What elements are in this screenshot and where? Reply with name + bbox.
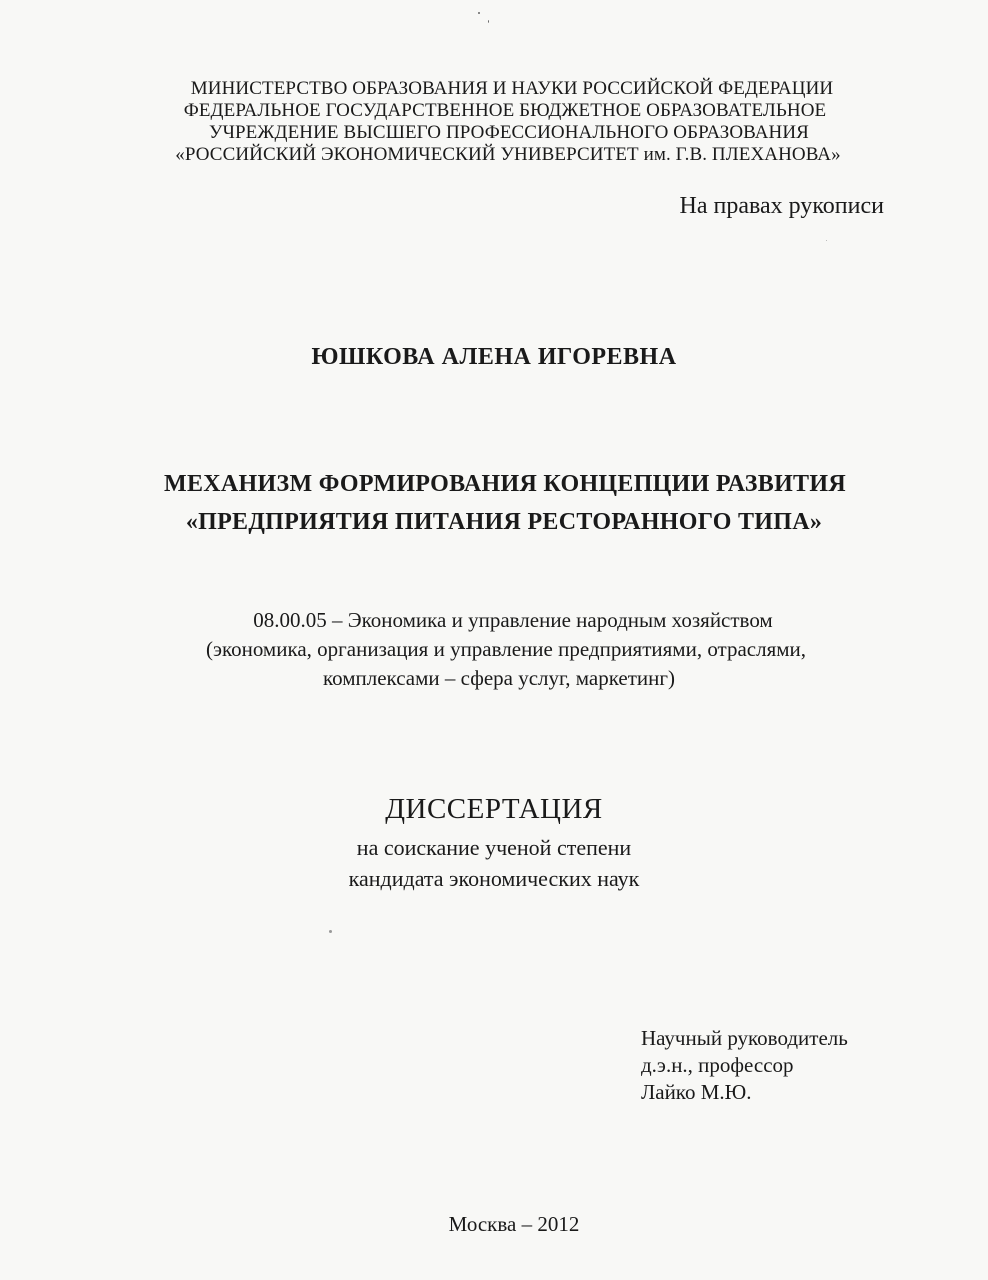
specialty-line-2: (экономика, организация и управление предприятиями, отраслями, <box>205 637 807 661</box>
institution-line-3: УЧРЕЖДЕНИЕ ВЫСШЕГО ПРОФЕССИОНАЛЬНОГО ОБРАЗОВАНИЯ <box>209 122 809 143</box>
title-line-1: МЕХАНИЗМ ФОРМИРОВАНИЯ КОНЦЕПЦИИ РАЗВИТИЯ <box>164 471 846 497</box>
supervisor-block <box>641 1025 848 1106</box>
scan-speck <box>826 240 827 241</box>
scan-speck <box>329 930 332 933</box>
supervisor-name: Лайко М.Ю. <box>641 1080 752 1104</box>
supervisor-degree: д.э.н., профессор <box>641 1053 794 1077</box>
institution-header <box>0 78 988 166</box>
scan-speck <box>488 20 489 23</box>
dissertation-title <box>0 465 988 541</box>
specialty-line-1: 08.00.05 – Экономика и управление народным хозяйством <box>253 608 773 632</box>
city-year: Москва – 2012 <box>448 1212 580 1236</box>
specialty-code <box>0 606 988 693</box>
institution-line-1: МИНИСТЕРСТВО ОБРАЗОВАНИЯ И НАУКИ РОССИЙСКОЙ ФЕДЕРАЦИИ <box>190 78 834 99</box>
supervisor-role: Научный руководитель <box>641 1026 848 1050</box>
title-line-2: «ПРЕДПРИЯТИЯ ПИТАНИЯ РЕСТОРАННОГО ТИПА» <box>185 509 823 535</box>
institution-line-2: ФЕДЕРАЛЬНОЕ ГОСУДАРСТВЕННОЕ БЮДЖЕТНОЕ ОБРАЗОВАТЕЛЬНОЕ <box>183 100 827 121</box>
author-name: ЮШКОВА АЛЕНА ИГОРЕВНА <box>311 344 677 370</box>
degree-description <box>0 832 988 894</box>
degree-line-2: кандидата экономических наук <box>348 866 640 891</box>
scan-speck <box>478 12 480 14</box>
specialty-line-3: комплексами – сфера услуг, маркетинг) <box>322 666 676 690</box>
dissertation-heading: ДИССЕРТАЦИЯ <box>385 793 603 825</box>
institution-line-4: «РОССИЙСКИЙ ЭКОНОМИЧЕСКИЙ УНИВЕРСИТЕТ им. Г.В. ПЛЕХАНОВА» <box>175 144 841 165</box>
manuscript-note: На правах рукописи <box>679 193 884 219</box>
degree-line-1: на соискание ученой степени <box>356 835 632 860</box>
